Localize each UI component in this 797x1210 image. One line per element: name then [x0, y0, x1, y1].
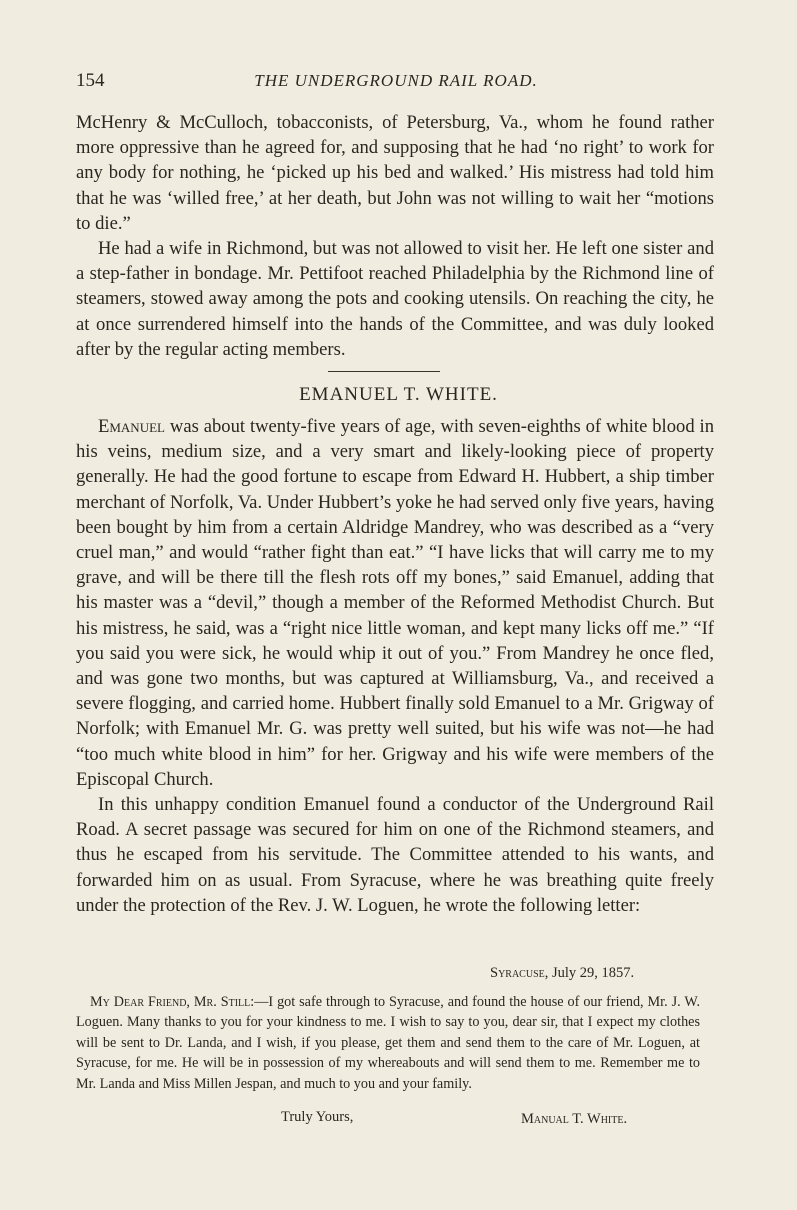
page-header: [76, 70, 716, 96]
letter-closing: Truly Yours,: [281, 1109, 354, 1125]
letter-text: :—I got safe through to Syracuse, and found the house of our friend, Mr. J. W. Loguen. Many thanks to you for your kindness to me. I wish to say to you, dear sir, that I expect my clothes will be sent to Dr. Landa, and I wish, if you please, get them and send them to the care of Mr. Loguen, at Syracuse, for me. He will be in possession of my whereabouts and will send them to me. Remember me to Mr. Landa and Miss Millen Jespan, and much to you and your family.: [76, 994, 700, 1092]
section-title: EMANUEL T. WHITE.: [299, 384, 498, 405]
letter-paragraph: [76, 992, 700, 1094]
section-paragraph: [76, 414, 714, 792]
section-divider: [328, 371, 440, 372]
continuation-paragraph: McHenry & McCulloch, tobacconists, of Petersburg, Va., whom he found rather more oppressive than he agreed for, and supposing that he had ‘no right’ to work for any body for nothing, he ‘picked up his bed and walked.’ His mistress had told him that he was ‘willed free,’ at her death, but John was not willing to wait her “motions to die.”: [76, 112, 714, 234]
section-body: [76, 414, 714, 918]
page-number: 154: [76, 70, 105, 91]
section-paragraph: In this unhappy condition Emanuel found a conductor of the Underground Rail Road. A secret passage was secured for him on one of the Richmond steamers, and thus he escaped from his servitude. The Committee attended to his wants, and forwarded him on as usual. From Syracuse, where he was breathing quite freely under the protection of the Rev. J. W. Loguen, he wrote the following letter:: [76, 794, 714, 916]
lead-word: Emanuel: [98, 416, 165, 437]
paragraph-text: was about twenty-five years of age, with seven-eighths of white blood in his veins, medium size, and a very smart and likely-looking piece of property generally. He had the good fortune to escape from Edward H. Hubbert, a ship timber merchant of Norfolk, Va. Under Hubbert’s yoke he had served only five years, having been bought by him from a certain Aldridge Mandrey, who was described as a “very cruel man,” and would “rather fight than eat.” “I have licks that will carry me to my grave, and will be there till the flesh rots off my bones,” said Emanuel, adding that his master was a “devil,” though a member of the Reformed Methodist Church. But his mistress, he said, was a “right nice little woman, and kept many licks off me.” “If you said you were sick, he would whip it out of you.” From Mandrey he once fled, and was gone two months, but was captured at Williamsburg, Va., and received a severe flogging, and carried home. Hubbert finally sold Emanuel to a Mr. Grigway of Norfolk; with Emanuel Mr. G. was pretty well suited, but his wife was not—he had “too much white blood in him” for her. Grigway and his wife were members of the Episcopal Church.: [76, 416, 714, 790]
continuation-paragraph: He had a wife in Richmond, but was not allowed to visit her. He left one sister and a step-father in bondage. Mr. Pettifoot reached Philadelphia by the Richmond line of steamers, stowed away among the pots and cooking utensils. On reaching the city, he at once surrendered himself into the hands of the Committee, and was duly looked after by the regular acting members.: [76, 238, 714, 360]
letter-dateline: [490, 965, 634, 982]
letter-date: , July 29, 1857.: [544, 965, 635, 981]
letter-signature: Manual T. White.: [521, 1111, 628, 1127]
running-title: THE UNDERGROUND RAIL ROAD.: [254, 71, 538, 90]
continuation-text: [76, 110, 714, 362]
letter-place: Syracuse: [490, 965, 545, 981]
letter-salutation: My Dear Friend, Mr. Still: [90, 994, 251, 1010]
letter-body: [76, 992, 700, 1094]
